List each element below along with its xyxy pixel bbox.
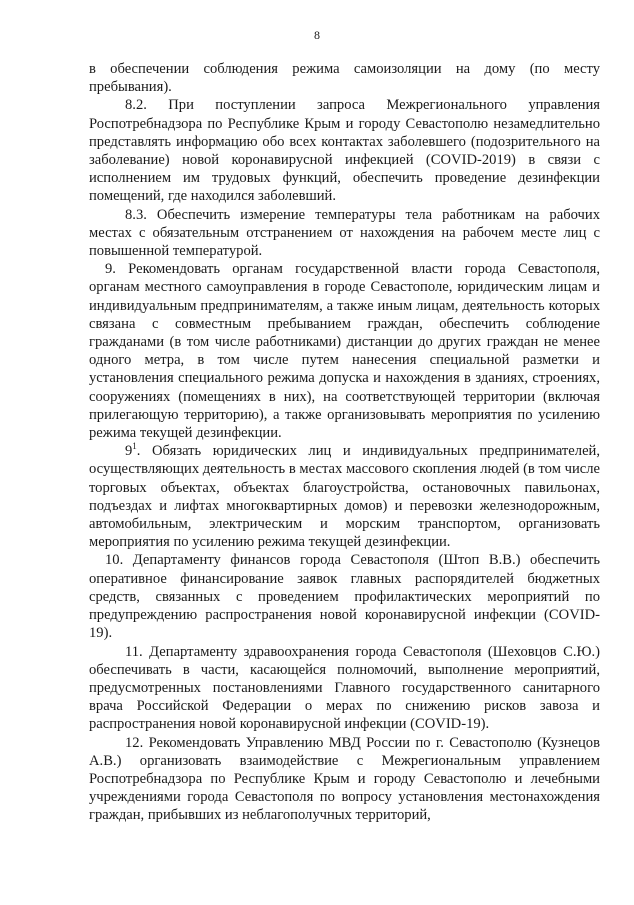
paragraph-9-1-superscript: 1	[132, 441, 137, 452]
paragraph-9-1-number: 9	[125, 443, 133, 460]
paragraph-8-2: 8.2. При поступлении запроса Межрегионального управления Роспотребнадзора по Республике Крым и городу Севастополю незамедлительно представлять информацию обо всех контактах заболевшего (подозрительного на заболевание) новой коронавирусной инфекцией (COVID-2019) в связи с исполнением им трудовых функций, обеспечить проведение дезинфекции помещений, где находился заболевший.	[89, 97, 600, 205]
page-number: 8	[314, 28, 320, 42]
paragraph-9-1	[89, 442, 600, 551]
document-body	[89, 60, 600, 825]
paragraph-11: 11. Департаменту здравоохранения города Севастополя (Шеховцов С.Ю.) обеспечивать в части, касающейся полномочий, выполнение мероприятий, предусмотренных постановлениями Главного государственного санитарного врача Российской Федерации о мерах по снижению рисков завоза и распространения новой коронавирусной инфекции (COVID-19).	[89, 643, 600, 733]
paragraph-8-3: 8.3. Обеспечить измерение температуры тела работникам на рабочих местах с обязательным отстранением от нахождения на рабочем месте лиц с повышенной температурой.	[89, 206, 600, 260]
paragraph-8-1-continuation: в обеспечении соблюдения режима самоизоляции на дому (по месту пребывания).	[89, 61, 600, 96]
paragraph-10: 10. Департаменту финансов города Севастополя (Штоп В.В.) обеспечить оперативное финансирование заявок главных распорядителей бюджетных средств, связанных с проведением профилактических мероприятий по предупреждению распространения новой коронавирусной инфекции (COVID-19).	[89, 552, 600, 642]
paragraph-12: 12. Рекомендовать Управлению МВД России по г. Севастополю (Кузнецов А.В.) организовать взаимодействие с Межрегиональным управлением Роспотребнадзора по Республике Крым и городу Севастополю и лечебными учреждениями города Севастополя по вопросу установления местонахождения граждан, прибывших из неблагополучных территорий,	[89, 734, 600, 824]
paragraph-9-1-text: . Обязать юридических лиц и индивидуальных предпринимателей, осуществляющих деятельность в местах массового скопления людей (в том числе торговых объектах, объектах благоустройства, остановочных павильонах, подъездах и лифтах многоквартирных домов) и перевозки железнодорожным, автомобильным, электрическим и морским транспортом, организовать мероприятия по усилению режима текущей дезинфекции.	[89, 443, 600, 551]
paragraph-9: 9. Рекомендовать органам государственной власти города Севастополя, органам местного самоуправления в городе Севастополе, юридическим лицам и индивидуальным предпринимателям, а также иным лицам, деятельность которых связана с совместным пребыванием граждан, обеспечить соблюдение гражданами (в том числе работниками) дистанции до других граждан не менее одного метра, в том числе путем нанесения специальной разметки и установления специального режима допуска и нахождения в зданиях, строениях, сооружениях (помещениях в них), на соответствующей территории (включая прилегающую территорию), а также организовывать мероприятия по усилению режима текущей дезинфекции.	[89, 261, 600, 442]
